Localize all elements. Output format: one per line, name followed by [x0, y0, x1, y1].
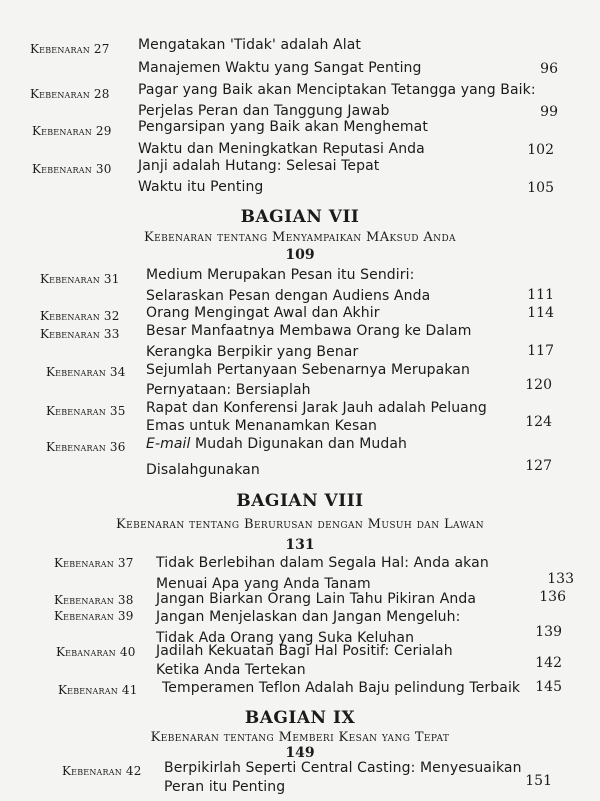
entry-page-number: 142 — [535, 655, 562, 671]
entry-label: Kebanaran 40 — [56, 645, 136, 659]
entry-page-number: 111 — [527, 287, 554, 303]
entry-title-line: Menuai Apa yang Anda Tanam — [156, 576, 371, 592]
entry-title-line: Tidak Ada Orang yang Suka Keluhan — [156, 630, 415, 646]
entry-title-line: Jadilah Kekuatan Bagi Hal Positif: Cerialah — [156, 643, 453, 659]
entry-label: Kebenaran 27 — [30, 42, 110, 56]
entry-title-line — [146, 436, 407, 452]
entry-page-number: 102 — [527, 142, 554, 158]
part-page-number: 149 — [285, 745, 315, 761]
entry-label: Kebenaran 29 — [32, 124, 112, 138]
entry-label: Kebenaran 34 — [46, 365, 126, 379]
entry-label: Kebenaran 38 — [54, 593, 134, 607]
entry-title-line: Ketika Anda Tertekan — [156, 662, 306, 678]
entry-title-line: Jangan Biarkan Orang Lain Tahu Pikiran Anda — [156, 591, 477, 607]
entry-page-number: 145 — [535, 679, 562, 695]
email-emphasis: E-mail — [146, 436, 191, 452]
entry-page-number: 96 — [540, 61, 558, 77]
entry-label: Kebenaran 30 — [32, 162, 112, 176]
entry-label: Kebenaran 36 — [46, 440, 126, 454]
entry-label: Kebenaran 42 — [62, 764, 142, 778]
entry-page-number: 99 — [540, 104, 558, 120]
entry-title-line: Besar Manfaatnya Membawa Orang ke Dalam — [146, 323, 472, 339]
entry-title-line: Disalahgunakan — [146, 462, 260, 478]
entry-title-line: Temperamen Teflon Adalah Baju pelindung Terbaik — [162, 680, 521, 696]
entry-title-text: Mudah Digunakan dan Mudah — [190, 436, 408, 452]
entry-title-line: Sejumlah Pertanyaan Sebenarnya Merupakan — [146, 362, 470, 378]
entry-title-line: Pernyataan: Bersiaplah — [146, 382, 311, 398]
part-subtitle: Kebenaran tentang Memberi Kesan yang Tepat — [150, 730, 450, 745]
part-heading: BAGIAN VIII — [236, 491, 364, 511]
entry-label: Kebenaran 35 — [46, 404, 126, 418]
entry-title-line: Emas untuk Menanamkan Kesan — [146, 418, 378, 434]
entry-title-line: Mengatakan 'Tidak' adalah Alat — [138, 37, 361, 53]
entry-title-line: Rapat dan Konferensi Jarak Jauh adalah Peluang — [146, 400, 487, 416]
entry-title-line: Selaraskan Pesan dengan Audiens Anda — [146, 288, 431, 304]
entry-page-number: 127 — [525, 458, 552, 474]
entry-page-number: 105 — [527, 180, 554, 196]
entry-label: Kebenaran 41 — [58, 683, 138, 697]
entry-title-line: Medium Merupakan Pesan itu Sendiri: — [146, 267, 415, 283]
entry-title-line: Kerangka Berpikir yang Benar — [146, 344, 359, 360]
entry-label: Kebenaran 28 — [30, 87, 110, 101]
entry-page-number: 117 — [527, 343, 554, 359]
entry-title-line: Waktu dan Meningkatkan Reputasi Anda — [138, 141, 425, 157]
entry-page-number: 133 — [547, 571, 574, 587]
entry-page-number: 120 — [525, 377, 552, 393]
entry-label: Kebenaran 33 — [40, 327, 120, 341]
entry-title-line: Berpikirlah Seperti Central Casting: Menyesuaikan — [164, 760, 522, 776]
entry-label: Kebenaran 31 — [40, 272, 120, 286]
entry-title-line: Pengarsipan yang Baik akan Menghemat — [138, 119, 428, 135]
entry-page-number: 124 — [525, 414, 552, 430]
entry-title-line: Janji adalah Hutang: Selesai Tepat — [138, 158, 380, 174]
entry-title-line: Jangan Menjelaskan dan Jangan Mengeluh: — [156, 609, 461, 625]
part-subtitle: Kebenaran tentang Berurusan dengan Musuh dan Lawan — [116, 517, 484, 532]
entry-label: Kebenaran 39 — [54, 609, 134, 623]
part-page-number: 109 — [285, 247, 315, 263]
entry-title-line: Orang Mengingat Awal dan Akhir — [146, 305, 380, 321]
part-page-number: 131 — [285, 537, 315, 553]
entry-title-line: Perjelas Peran dan Tanggung Jawab — [138, 103, 390, 119]
part-heading: BAGIAN VII — [240, 207, 360, 227]
entry-page-number: 136 — [539, 589, 566, 605]
entry-label: Kebenaran 32 — [40, 309, 120, 323]
entry-page-number: 114 — [527, 305, 554, 321]
part-heading: BAGIAN IX — [244, 708, 356, 728]
entry-page-number: 139 — [535, 624, 562, 640]
entry-page-number: 151 — [525, 773, 552, 789]
entry-title-line: Manajemen Waktu yang Sangat Penting — [138, 60, 422, 76]
entry-title-line: Pagar yang Baik akan Menciptakan Tetangga yang Baik: — [138, 82, 536, 98]
entry-title-line: Tidak Berlebihan dalam Segala Hal: Anda akan — [156, 555, 489, 571]
part-subtitle: Kebenaran tentang Menyampaikan MAksud Anda — [144, 230, 456, 245]
entry-title-line: Peran itu Penting — [164, 779, 286, 795]
entry-title-line: Waktu itu Penting — [138, 179, 264, 195]
entry-label: Kebenaran 37 — [54, 556, 134, 570]
